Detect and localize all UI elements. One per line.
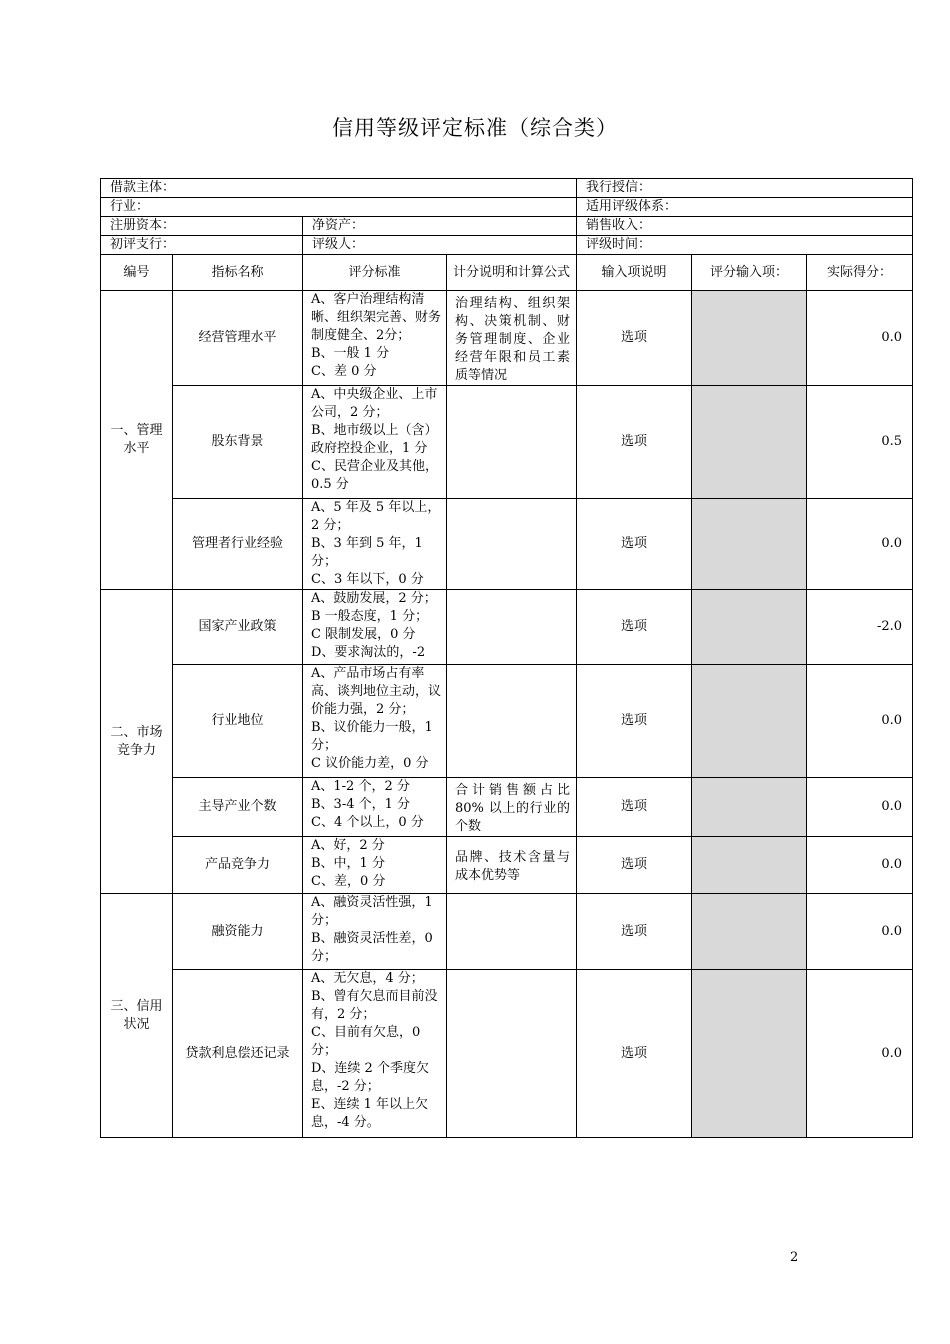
actual-score: 0.0 xyxy=(807,970,913,1138)
actual-score: -2.0 xyxy=(807,590,913,665)
table-row xyxy=(101,665,913,778)
page-title: 信用等级评定标准（综合类） xyxy=(332,116,618,140)
page-number: 2 xyxy=(790,1250,799,1265)
actual-score: 0.0 xyxy=(807,291,913,386)
score-input-cell[interactable] xyxy=(692,778,807,837)
input-description: 选项 xyxy=(577,499,692,590)
input-description: 选项 xyxy=(577,894,692,970)
credit-rating-table xyxy=(100,178,913,1138)
indicator-name: 贷款利息偿还记录 xyxy=(173,970,303,1138)
input-description: 选项 xyxy=(577,837,692,894)
header-note: 计分说明和计算公式 xyxy=(447,255,577,291)
credit-line-field[interactable]: 我行授信： xyxy=(577,179,913,198)
actual-score: 0.0 xyxy=(807,894,913,970)
criteria-text: A、无欠息，4 分； B、曾有欠息而目前没有，2 分； C、目前有欠息，0 分； D、连续 2 个季度欠息，-2 分； E、连续 1 年以上欠息，-4 分。 xyxy=(303,970,447,1138)
indicator-name: 融资能力 xyxy=(173,894,303,970)
note-text xyxy=(447,894,577,970)
score-input-cell[interactable] xyxy=(692,894,807,970)
criteria-text: A、1-2 个，2 分 B、3-4 个，1 分 C、4 个以上，0 分 xyxy=(303,778,447,837)
table-row xyxy=(101,386,913,499)
criteria-text: A、中央级企业、上市公司，2 分； B、地市级以上（含）政府控投企业，1 分 C、民营企业及其他，0.5 分 xyxy=(303,386,447,499)
score-input-cell[interactable] xyxy=(692,291,807,386)
industry-field[interactable]: 行业： xyxy=(101,198,577,217)
table-row xyxy=(101,970,913,1138)
table-row xyxy=(101,291,913,386)
score-input-cell[interactable] xyxy=(692,499,807,590)
indicator-name: 股东背景 xyxy=(173,386,303,499)
category-management: 一、管理水平 xyxy=(101,291,173,590)
criteria-text: A、鼓励发展，2 分； B 一般态度，1 分； C 限制发展，0 分 D、要求淘汰的，-2 xyxy=(303,590,447,665)
score-input-cell[interactable] xyxy=(692,837,807,894)
actual-score: 0.5 xyxy=(807,386,913,499)
indicator-name: 国家产业政策 xyxy=(173,590,303,665)
score-input-cell[interactable] xyxy=(692,590,807,665)
input-description: 选项 xyxy=(577,970,692,1138)
note-text: 合计销售额占比 80% 以上的行业的个数 xyxy=(447,778,577,837)
indicator-name: 产品竞争力 xyxy=(173,837,303,894)
category-market: 二、市场竞争力 xyxy=(101,590,173,894)
input-description: 选项 xyxy=(577,291,692,386)
table-row xyxy=(101,894,913,970)
actual-score: 0.0 xyxy=(807,778,913,837)
rating-system-field[interactable]: 适用评级体系： xyxy=(577,198,913,217)
rater-field[interactable]: 评级人： xyxy=(303,236,577,255)
indicator-name: 经营管理水平 xyxy=(173,291,303,386)
indicator-name: 行业地位 xyxy=(173,665,303,778)
score-input-cell[interactable] xyxy=(692,665,807,778)
sales-revenue-field[interactable]: 销售收入： xyxy=(577,217,913,236)
actual-score: 0.0 xyxy=(807,665,913,778)
category-credit: 三、信用状况 xyxy=(101,894,173,1138)
rating-time-field[interactable]: 评级时间： xyxy=(577,236,913,255)
header-indicator: 指标名称 xyxy=(173,255,303,291)
score-input-cell[interactable] xyxy=(692,386,807,499)
actual-score: 0.0 xyxy=(807,837,913,894)
score-input-cell[interactable] xyxy=(692,970,807,1138)
note-text xyxy=(447,590,577,665)
registered-capital-field[interactable]: 注册资本： xyxy=(101,217,303,236)
note-text: 治理结构、组织架构、决策机制、财务管理制度、企业经营年限和员工素质等情况 xyxy=(447,291,577,386)
note-text xyxy=(447,970,577,1138)
input-description: 选项 xyxy=(577,665,692,778)
input-description: 选项 xyxy=(577,778,692,837)
criteria-text: A、融资灵活性强，1 分； B、融资灵活性差，0 分； xyxy=(303,894,447,970)
note-text xyxy=(447,665,577,778)
note-text xyxy=(447,386,577,499)
criteria-text: A、产品市场占有率高、谈判地位主动，议价能力强，2 分； B、议价能力一般，1 分； C 议价能力差，0 分 xyxy=(303,665,447,778)
table-row xyxy=(101,837,913,894)
criteria-text: A、客户治理结构清晰、组织架完善、财务制度健全、2分； B、一般 1 分 C、差 0 分 xyxy=(303,291,447,386)
input-description: 选项 xyxy=(577,590,692,665)
header-input-desc: 输入项说明 xyxy=(577,255,692,291)
actual-score: 0.0 xyxy=(807,499,913,590)
indicator-name: 主导产业个数 xyxy=(173,778,303,837)
criteria-text: A、5 年及 5 年以上，2 分； B、3 年到 5 年，1 分； C、3 年以下，0 分 xyxy=(303,499,447,590)
header-criteria: 评分标准 xyxy=(303,255,447,291)
indicator-name: 管理者行业经验 xyxy=(173,499,303,590)
borrower-field[interactable]: 借款主体： xyxy=(101,179,577,198)
header-input: 评分输入项： xyxy=(692,255,807,291)
header-score: 实际得分： xyxy=(807,255,913,291)
table-row xyxy=(101,778,913,837)
table-row xyxy=(101,590,913,665)
input-description: 选项 xyxy=(577,386,692,499)
header-no: 编号 xyxy=(101,255,173,291)
note-text: 品牌、技术含量与成本优势等 xyxy=(447,837,577,894)
branch-field[interactable]: 初评支行： xyxy=(101,236,303,255)
table-row xyxy=(101,499,913,590)
note-text xyxy=(447,499,577,590)
net-assets-field[interactable]: 净资产： xyxy=(303,217,577,236)
criteria-text: A、好，2 分 B、中，1 分 C、差，0 分 xyxy=(303,837,447,894)
